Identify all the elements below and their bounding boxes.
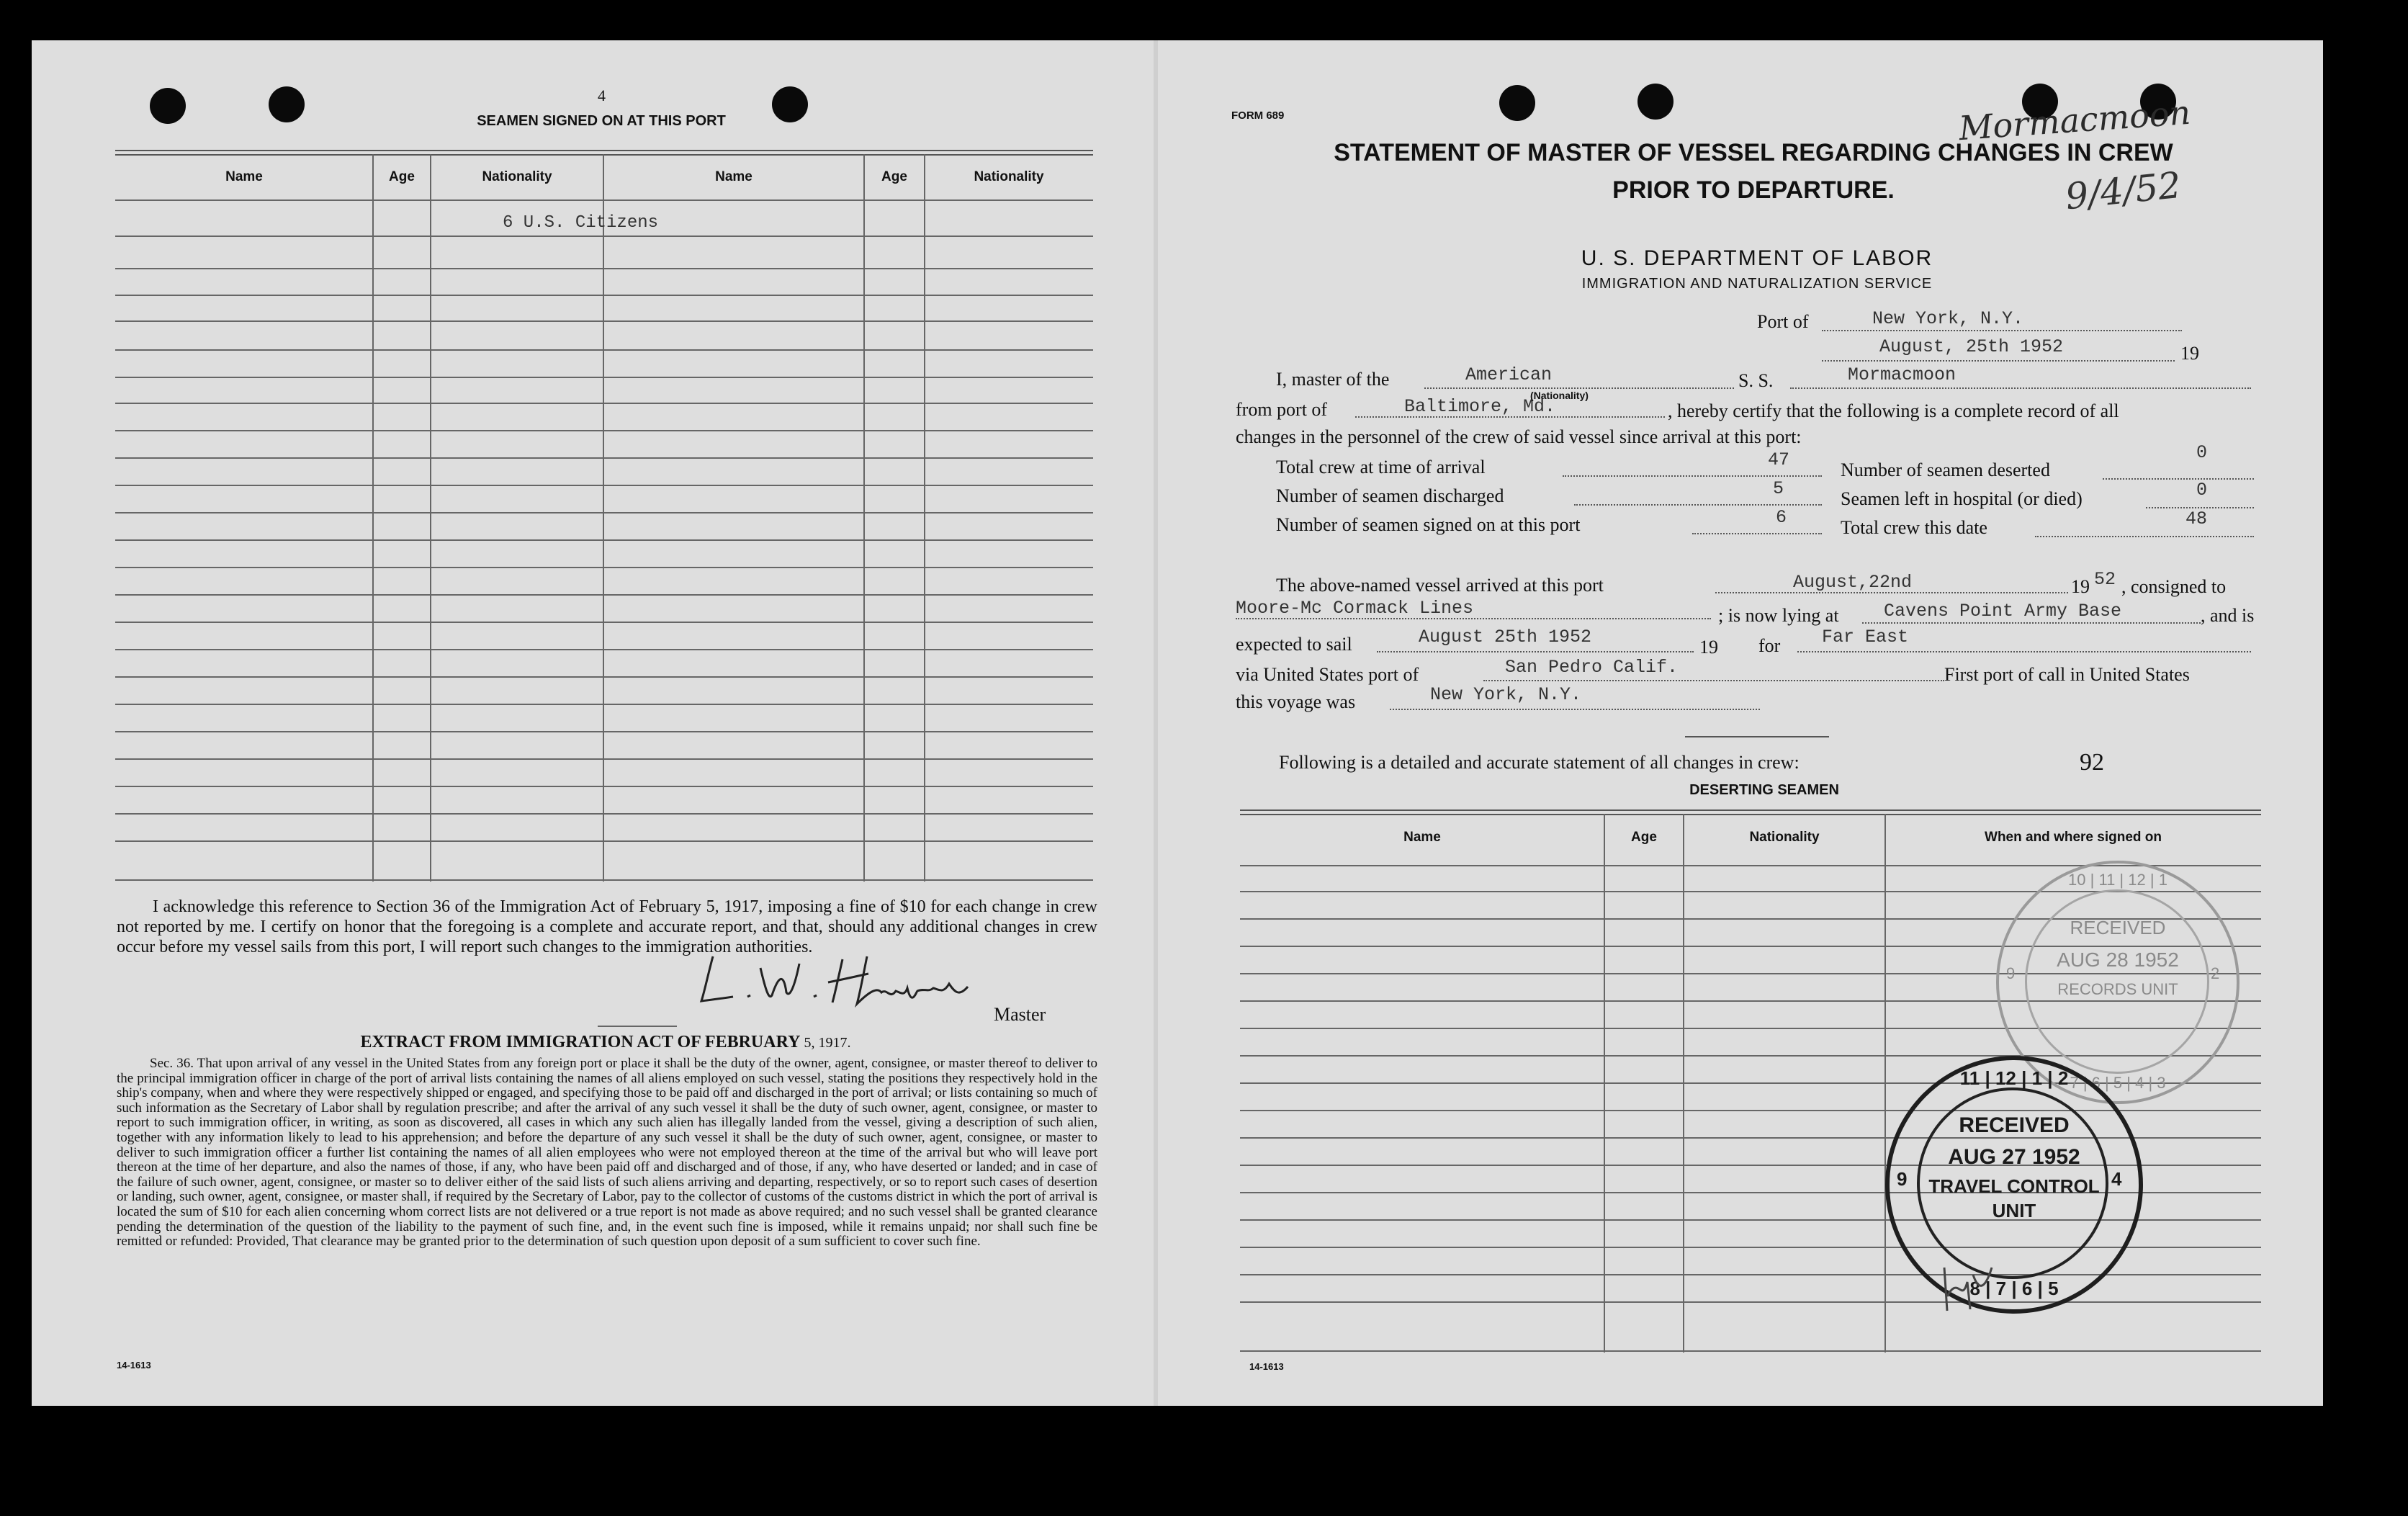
received-stamp-unit: RECORDS UNIT — [2057, 980, 2178, 998]
extract-title — [115, 1033, 1096, 1052]
via-value: San Pedro Calif. — [1505, 657, 1679, 678]
master-of-label: I, master of the — [1276, 369, 1390, 390]
stat-label-discharged: Number of seamen discharged — [1276, 485, 1504, 506]
nationality-caption: (Nationality) — [1530, 390, 1589, 401]
col-header-age-2: Age — [881, 169, 907, 184]
stat-label-arrival: Total crew at time of arrival — [1276, 457, 1486, 477]
col-header-age: Age — [389, 169, 415, 184]
received-stamp-date: AUG 28 1952 — [2057, 948, 2179, 971]
travel-stamp-ring: 11 | 12 | 1 | 2 — [1959, 1067, 2069, 1089]
deserting-col-age: Age — [1631, 830, 1657, 845]
stat-value-discharged: 5 — [1773, 478, 1784, 499]
arrived-year-prefix: 19 — [2071, 576, 2090, 597]
travel-stamp-unit-line1: TRAVEL CONTROL — [1928, 1175, 2100, 1197]
master-label: Master — [994, 1004, 1046, 1025]
lying-value: Cavens Point Army Base — [1884, 601, 2122, 622]
from-port-label: from port of — [1236, 399, 1328, 420]
travel-stamp-ring-bottom: 8 | 7 | 6 | 5 — [1969, 1278, 2059, 1299]
received-stamp-ring: 10 | 11 | 12 | 1 — [2068, 871, 2167, 889]
deserting-col-name: Name — [1403, 830, 1441, 845]
received-stamp-ring-right: 2 — [2211, 964, 2220, 982]
handwritten-date: 9/4/52 — [2063, 163, 2183, 218]
form-number: FORM 689 — [1231, 109, 1285, 122]
page-number: 4 — [598, 86, 606, 104]
col-header-nationality: Nationality — [482, 169, 552, 184]
col-header-name: Name — [225, 169, 263, 184]
certify-text: , hereby certify that the following is a complete record of all — [1668, 400, 2119, 421]
sail-value: August 25th 1952 — [1419, 627, 1592, 647]
department-name: U. S. DEPARTMENT OF LABOR — [1581, 246, 1933, 270]
signature-line — [598, 1026, 677, 1027]
port-label: Port of — [1757, 311, 1809, 332]
stat-label-hospital: Seamen left in hospital (or died) — [1841, 488, 2083, 509]
travel-stamp-line1: RECEIVED — [1959, 1113, 2070, 1137]
extract-title-text: EXTRACT FROM IMMIGRATION ACT OF FEBRUARY — [360, 1033, 800, 1051]
left-form-code: 14-1613 — [117, 1360, 151, 1371]
punch-hole — [1637, 84, 1674, 120]
received-stamp-ring-left: 9 — [2006, 964, 2016, 982]
master-signature — [691, 949, 979, 1014]
from-port-value: Baltimore, Md. — [1404, 396, 1556, 417]
handwritten-initials — [1930, 1253, 2016, 1318]
received-stamp-line1: RECEIVED — [2070, 917, 2166, 938]
travel-stamp-ring-left: 9 — [1897, 1168, 1908, 1190]
crew-entry: 6 U.S. Citizens — [503, 213, 659, 233]
arrived-value: August,22nd — [1793, 572, 1913, 593]
changes-count: 92 — [2080, 749, 2104, 776]
statement-title-line2: PRIOR TO DEPARTURE. — [1612, 176, 1895, 204]
col-header-nationality-2: Nationality — [974, 169, 1044, 184]
right-form-code: 14-1613 — [1249, 1361, 1284, 1372]
punch-hole — [150, 88, 186, 124]
stat-label-signed-on: Number of seamen signed on at this port — [1276, 514, 1581, 535]
nationality-value: American — [1465, 364, 1553, 385]
extract-date: 5, 1917. — [804, 1035, 851, 1051]
arrived-label: The above-named vessel arrived at this port — [1276, 575, 1604, 596]
year-label: 19 — [2180, 343, 2199, 364]
stat-value-hospital: 0 — [2196, 480, 2208, 501]
deserting-title: DESERTING SEAMEN — [1689, 782, 1839, 798]
stat-value-total: 48 — [2185, 508, 2208, 529]
handwritten-ship-name: Mormacmoon — [1957, 92, 2192, 148]
punch-hole — [269, 86, 305, 122]
stat-value-deserted: 0 — [2196, 442, 2208, 463]
acknowledgement-text: I acknowledge this reference to Section 36 of the Immigration Act of February 5, 1917, imposing a fine of $10 for each change in crew not reported by me. I certify on honor that the foregoing is a complete and accurate report, and that, should any additional changes in crew occur before my vessel sails from this port, I will report such changes to the immigration authorities. — [117, 897, 1097, 956]
ss-label: S. S. — [1738, 370, 1774, 391]
changes-text: changes in the personnel of the crew of said vessel since arrival at this port: — [1236, 426, 1802, 447]
left-table-grid — [115, 154, 1095, 882]
statement-title-line1: STATEMENT OF MASTER OF VESSEL REGARDING CHANGES IN CREW — [1334, 139, 2173, 166]
col-header-name-2: Name — [715, 169, 752, 184]
stat-label-deserted: Number of seamen deserted — [1841, 459, 2050, 480]
for-value: Far East — [1822, 627, 1909, 647]
voyage-label: this voyage was — [1236, 691, 1356, 712]
travel-stamp-date: AUG 27 1952 — [1948, 1145, 2080, 1169]
consigned-label: , consigned to — [2121, 576, 2227, 597]
travel-stamp-unit-line2: UNIT — [1992, 1200, 2036, 1221]
first-port-label: First port of call in United States — [1944, 664, 2190, 685]
arrived-year: 52 — [2094, 569, 2116, 590]
for-label: for — [1758, 635, 1781, 656]
left-page-title: SEAMEN SIGNED ON AT THIS PORT — [477, 113, 726, 129]
travel-stamp-ring-right: 4 — [2111, 1168, 2122, 1190]
following-text: Following is a detailed and accurate statement of all changes in crew: — [1279, 752, 1800, 773]
page-fold — [1154, 40, 1158, 1406]
expected-label: expected to sail — [1236, 634, 1352, 655]
ship-value: Mormacmoon — [1848, 364, 1956, 385]
deserting-col-nationality: Nationality — [1749, 830, 1820, 845]
received-stamp-ring-bottom: 7 | 6 | 5 | 4 | 3 — [2070, 1074, 2166, 1092]
service-name: IMMIGRATION AND NATURALIZATION SERVICE — [1581, 276, 1933, 292]
stat-label-total: Total crew this date — [1841, 517, 1987, 538]
stat-value-arrival: 47 — [1768, 449, 1790, 470]
and-is-label: , and is — [2201, 605, 2255, 626]
voyage-value: New York, N.Y. — [1430, 684, 1582, 705]
punch-hole — [1499, 85, 1535, 121]
consignee-value: Moore-Mc Cormack Lines — [1236, 598, 1474, 619]
deserting-col-when-where: When and where signed on — [1985, 830, 2162, 845]
date-value: August, 25th 1952 — [1879, 336, 2064, 357]
extract-text: Sec. 36. That upon arrival of any vessel in the United States from any foreign port or place it shall be the duty of the owner, agent, consignee, or master thereof to deliver to the principal immigration officer in charge of the port of arrival lists containing the names of all aliens employed on such vessel, stating the positions they respectively hold in the ship's company, when and where they were respectively shipped or engaged, and specifying those to be paid off and discharged in the port of arrival; or lists containing so much of such information as the Secretary of Labor shall by regulation prescribe; and after the arrival of any such vessel it shall be the duty of such owner, agent, consignee, or master to report to such immigration officer, in writing, as soon as discovered, all cases in which any such alien has illegally landed from the vessel, giving a description of such alien, together with any information likely to lead to his apprehension; and before the departure of any such vessel it shall be the duty of such owner, agent, consignee, or master to deliver to such immigration officer a further list containing the names of all alien employees who were not employed thereon at the time of the arrival but who will leave port thereon at the time of her departure, and also the names of those, if any, who have been paid off and discharged and of those, if any, who have deserted or landed; and in case of the failure of such owner, agent, consignee, or master so to deliver either of the said lists of such aliens arriving and departing, respectively, or so to report such cases of desertion or landing, such owner, agent, consignee, or master shall, if required by the Secretary of Labor, pay to the collector of customs of the customs district in which the port of arrival is located the sum of $10 for each alien concerning whom correct lists are not delivered or a true report is not made as above required; and no such vessel shall be granted clearance pending the determination of the question of the liability to the payment of such fine, and, in the event such fine is imposed, while it remains unpaid; nor shall such fine be remitted or refunded: Provided, That clearance may be granted prior to the determination of such question upon deposit of a sum sufficient to cover such fine. — [117, 1056, 1097, 1250]
stat-value-signed-on: 6 — [1776, 507, 1787, 528]
sail-year: 19 — [1699, 637, 1718, 658]
lying-label: ; is now lying at — [1718, 605, 1839, 626]
via-label: via United States port of — [1236, 664, 1419, 685]
port-value: New York, N.Y. — [1872, 308, 2024, 329]
